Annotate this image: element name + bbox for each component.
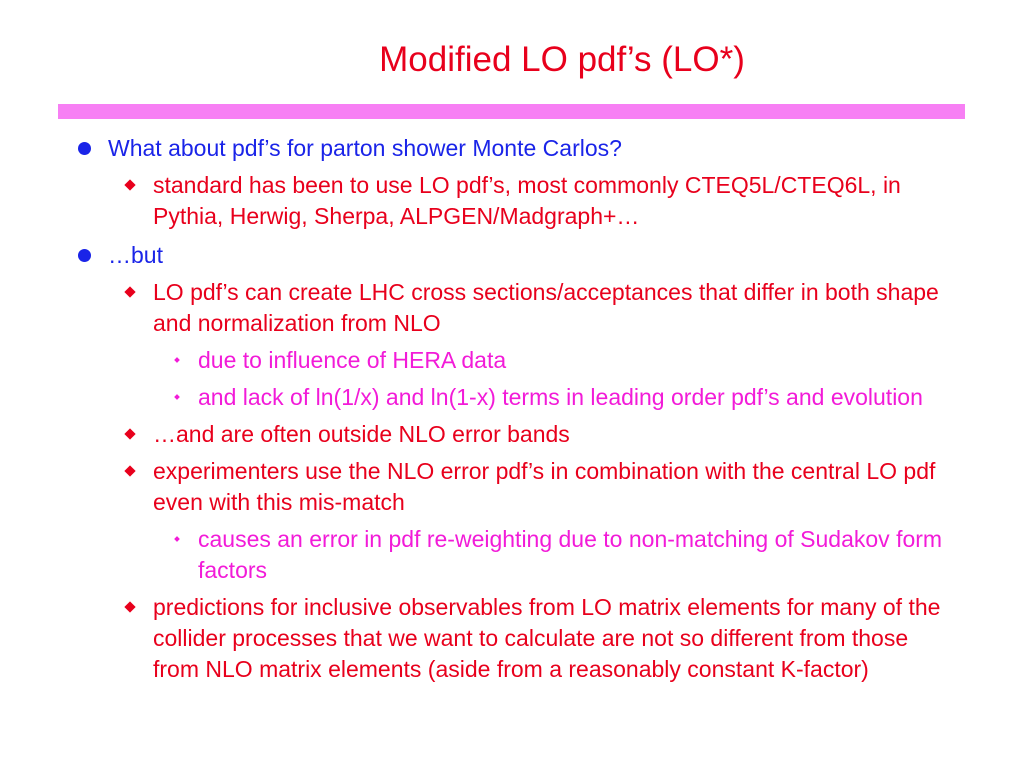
small-diamond-bullet-icon bbox=[174, 394, 180, 400]
bullet-text: LO pdf’s can create LHC cross sections/acceptances that differ in both shape and normalization from NLO bbox=[153, 279, 939, 336]
diamond-bullet-icon bbox=[124, 601, 135, 612]
diamond-bullet-icon bbox=[124, 179, 135, 190]
bullet-level1 bbox=[108, 133, 1024, 164]
slide-title: Modified LO pdf’s (LO*) bbox=[379, 40, 745, 79]
bullet-text: causes an error in pdf re-weighting due to non-matching of Sudakov form factors bbox=[198, 526, 943, 583]
bullet-level1 bbox=[108, 240, 1024, 271]
bullet-level2 bbox=[153, 277, 954, 339]
bullet-level3 bbox=[198, 345, 944, 376]
bullet-level3 bbox=[198, 382, 944, 413]
bullet-text: and lack of ln(1/x) and ln(1-x) terms in leading order pdf’s and evolution bbox=[198, 384, 923, 410]
diamond-bullet-icon bbox=[124, 465, 135, 476]
bullet-text: predictions for inclusive observables from LO matrix elements for many of the collider processes that we want to calculate are not so different from those from NLO matrix elements (aside from a reasonably constant K-factor) bbox=[153, 594, 941, 682]
bullet-text: …but bbox=[108, 242, 163, 268]
bullet-level2 bbox=[153, 592, 954, 685]
bullet-level2 bbox=[153, 170, 954, 232]
bullet-text: What about pdf’s for parton shower Monte Carlos? bbox=[108, 135, 622, 161]
bullet-text: due to influence of HERA data bbox=[198, 347, 507, 373]
small-diamond-bullet-icon bbox=[174, 536, 180, 542]
bullet-text: standard has been to use LO pdf’s, most commonly CTEQ5L/CTEQ6L, in Pythia, Herwig, Sherpa, ALPGEN/Madgraph+… bbox=[153, 172, 901, 229]
round-bullet-icon bbox=[78, 249, 91, 262]
slide-content bbox=[0, 133, 1024, 685]
bullet-text: …and are often outside NLO error bands bbox=[153, 421, 570, 447]
diamond-bullet-icon bbox=[124, 428, 135, 439]
small-diamond-bullet-icon bbox=[174, 357, 180, 363]
title-divider bbox=[58, 104, 965, 119]
round-bullet-icon bbox=[78, 142, 91, 155]
bullet-level2 bbox=[153, 456, 954, 518]
diamond-bullet-icon bbox=[124, 286, 135, 297]
bullet-text: experimenters use the NLO error pdf’s in combination with the central LO pdf even with this mis-match bbox=[153, 458, 936, 515]
bullet-level3 bbox=[198, 524, 944, 586]
bullet-level2 bbox=[153, 419, 954, 450]
